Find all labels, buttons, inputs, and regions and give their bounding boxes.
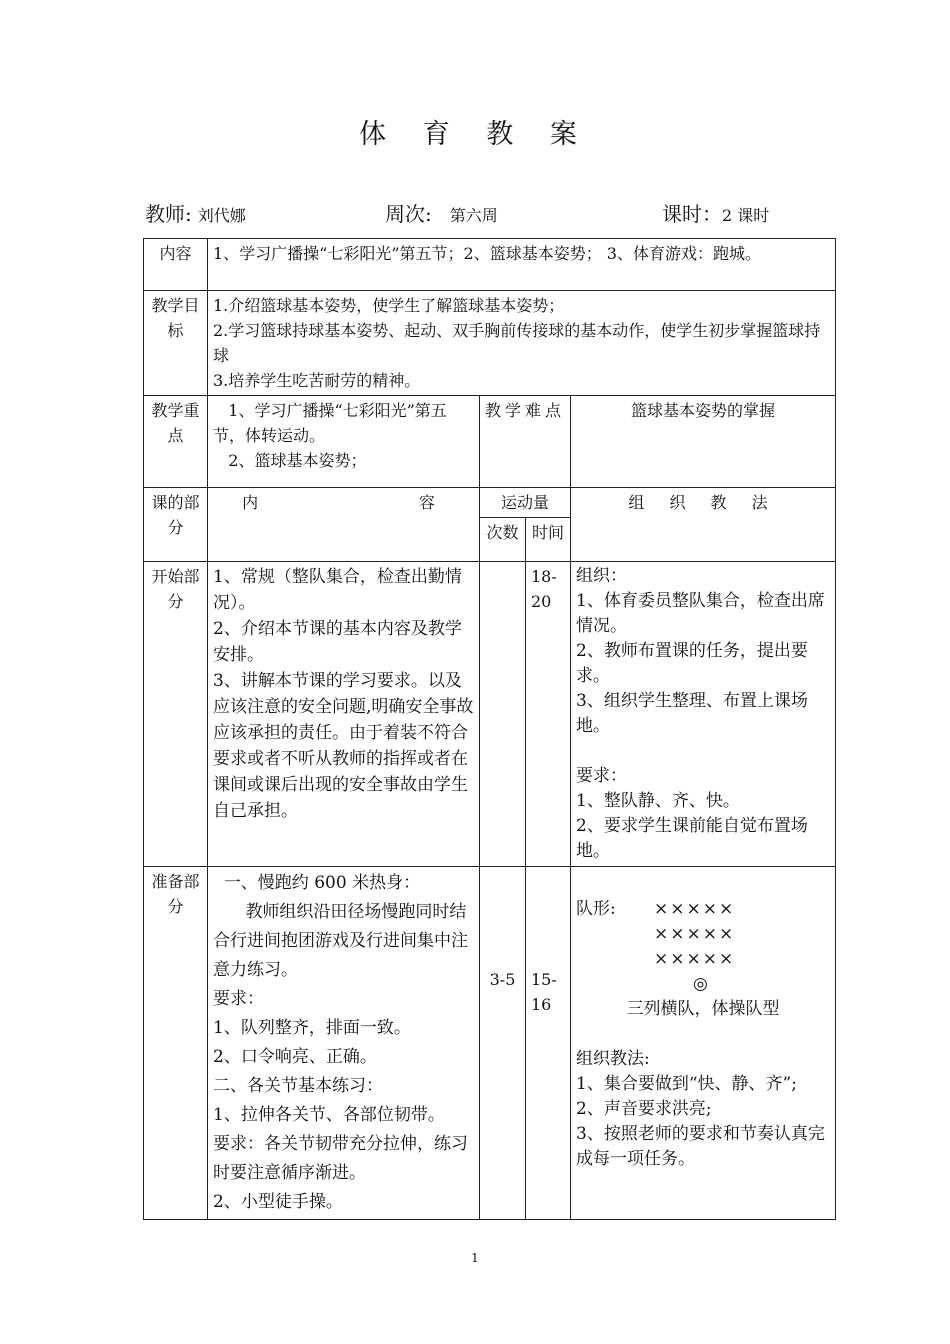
- goals-text: [208, 291, 836, 396]
- goals-row: [144, 291, 836, 396]
- method-line: 3、组织学生整理、布置上课场地。: [576, 691, 808, 736]
- section-method: [571, 562, 836, 867]
- method-line: 2、教师布置课的任务，提出要求。: [576, 641, 808, 686]
- formation-label: 队形:: [576, 899, 616, 919]
- teacher-field: [145, 198, 246, 227]
- content-text: 1、学习广播操“七彩阳光”第五节；2、篮球基本姿势； 3、体育游戏：跑城。: [208, 239, 836, 291]
- lesson-plan-table: [143, 238, 836, 1220]
- week-field: [385, 198, 498, 227]
- document-title: 体 育 教 案: [359, 119, 591, 150]
- focus-line: 1、学习广播操“七彩阳光”第五节，体转运动。: [213, 401, 447, 445]
- teacher-value: 刘代娜: [197, 206, 246, 225]
- content-line: 要求：各关节韧带充分拉伸，练习时要注意循序渐进。: [213, 1134, 468, 1183]
- method-line: [576, 739, 830, 764]
- content-line: 1、常规（整队集合，检查出勤情况）。: [213, 567, 462, 613]
- focus-line: 2、篮球基本姿势；: [213, 451, 367, 470]
- focus-text: [208, 396, 480, 488]
- method-line: 2、要求学生课前能自觉布置场地。: [576, 816, 808, 861]
- focus-label: 教学重点: [144, 396, 208, 488]
- content-line: 一、慢跑约 600 米热身：: [213, 873, 421, 893]
- method-line: 组织教法:: [576, 1049, 650, 1069]
- method-line: 2、声音要求洪亮;: [576, 1099, 712, 1119]
- method-line: 3、按照老师的要求和节奏认真完成每一项任务。: [576, 1124, 825, 1169]
- section-content: [208, 562, 480, 867]
- hours-value: 2 课时: [722, 206, 770, 225]
- header-row: [144, 488, 836, 518]
- formation-diagram: [576, 897, 830, 1022]
- content-line: 1、队列整齐，排面一致。: [213, 1018, 411, 1038]
- content-line: 3、讲解本节课的学习要求。以及应该注意的安全问题,明确安全事故应该承担的责任。由于着装不符合要求或者不听从教师的指挥或者在课间或课后出现的安全事故由学生自己承担。: [213, 671, 474, 821]
- goal-line: 2.学习篮球持球基本姿势、起动、双手胸前传接球的基本动作，使学生初步掌握篮球持球: [213, 321, 821, 365]
- week-value: 第六周: [449, 206, 498, 225]
- formation-row: ×××××: [654, 899, 736, 919]
- load-header: 运动量: [480, 488, 571, 518]
- hours-field: [662, 198, 769, 227]
- hours-label: 课时：: [662, 202, 722, 226]
- content-line: 2、口令响亮、正确。: [213, 1047, 377, 1067]
- teacher-label: 教师:: [145, 202, 192, 226]
- content-line: 2、介绍本节课的基本内容及教学安排。: [213, 619, 462, 665]
- section-content: [208, 867, 480, 1220]
- section-method: [571, 867, 836, 1220]
- formation-caption: 三列横队，体操队型: [626, 999, 780, 1019]
- method-header: 组 织 教 法: [571, 488, 836, 562]
- difficulty-text: 篮球基本姿势的掌握: [571, 396, 836, 488]
- teacher-position-icon: ◎: [693, 974, 708, 994]
- count-header: 次数: [480, 518, 526, 562]
- focus-row: [144, 396, 836, 488]
- formation-row: ×××××: [654, 924, 736, 944]
- formation-row: ×××××: [654, 949, 736, 969]
- page-number: 1: [471, 1251, 479, 1265]
- content-line: 1、拉伸各关节、各部位韧带。: [213, 1105, 445, 1125]
- section-count: [480, 562, 526, 867]
- section-row-start: [144, 562, 836, 867]
- time-header: 时间: [526, 518, 571, 562]
- goal-line: 3.培养学生吃苦耐劳的精神。: [213, 371, 421, 390]
- week-label: 周次:: [385, 202, 432, 226]
- content-header: 内 容: [208, 488, 480, 562]
- goal-line: 1.介绍篮球基本姿势，使学生了解篮球基本姿势；: [213, 296, 565, 315]
- method-line: 1、集合要做到“快、静、齐”;: [576, 1074, 797, 1094]
- section-part-label: 开始部分: [144, 562, 208, 867]
- section-time: 18-20: [526, 562, 571, 867]
- content-line: 二、各关节基本练习：: [213, 1076, 383, 1096]
- part-header: 课的部分: [144, 488, 208, 562]
- method-line: 组织：: [576, 566, 627, 586]
- content-label: 内容: [144, 239, 208, 291]
- section-time: 15-16: [526, 867, 571, 1220]
- method-line: 1、体育委员整队集合，检查出席情况。: [576, 591, 825, 636]
- section-row-prep: [144, 867, 836, 1220]
- difficulty-label: 教学难点: [480, 396, 571, 488]
- method-line: 要求：: [576, 766, 627, 786]
- content-line: 要求：: [213, 989, 264, 1009]
- content-row: [144, 239, 836, 291]
- content-line: 2、小型徒手操。: [213, 1192, 343, 1212]
- section-part-label: 准备部分: [144, 867, 208, 1220]
- content-line: 教师组织沿田径场慢跑同时结合行进间抱团游戏及行进间集中注意力练习。: [213, 902, 468, 980]
- section-count: 3-5: [480, 867, 526, 1220]
- goals-label: 教学目标: [144, 291, 208, 396]
- method-line: 1、整队静、齐、快。: [576, 791, 740, 811]
